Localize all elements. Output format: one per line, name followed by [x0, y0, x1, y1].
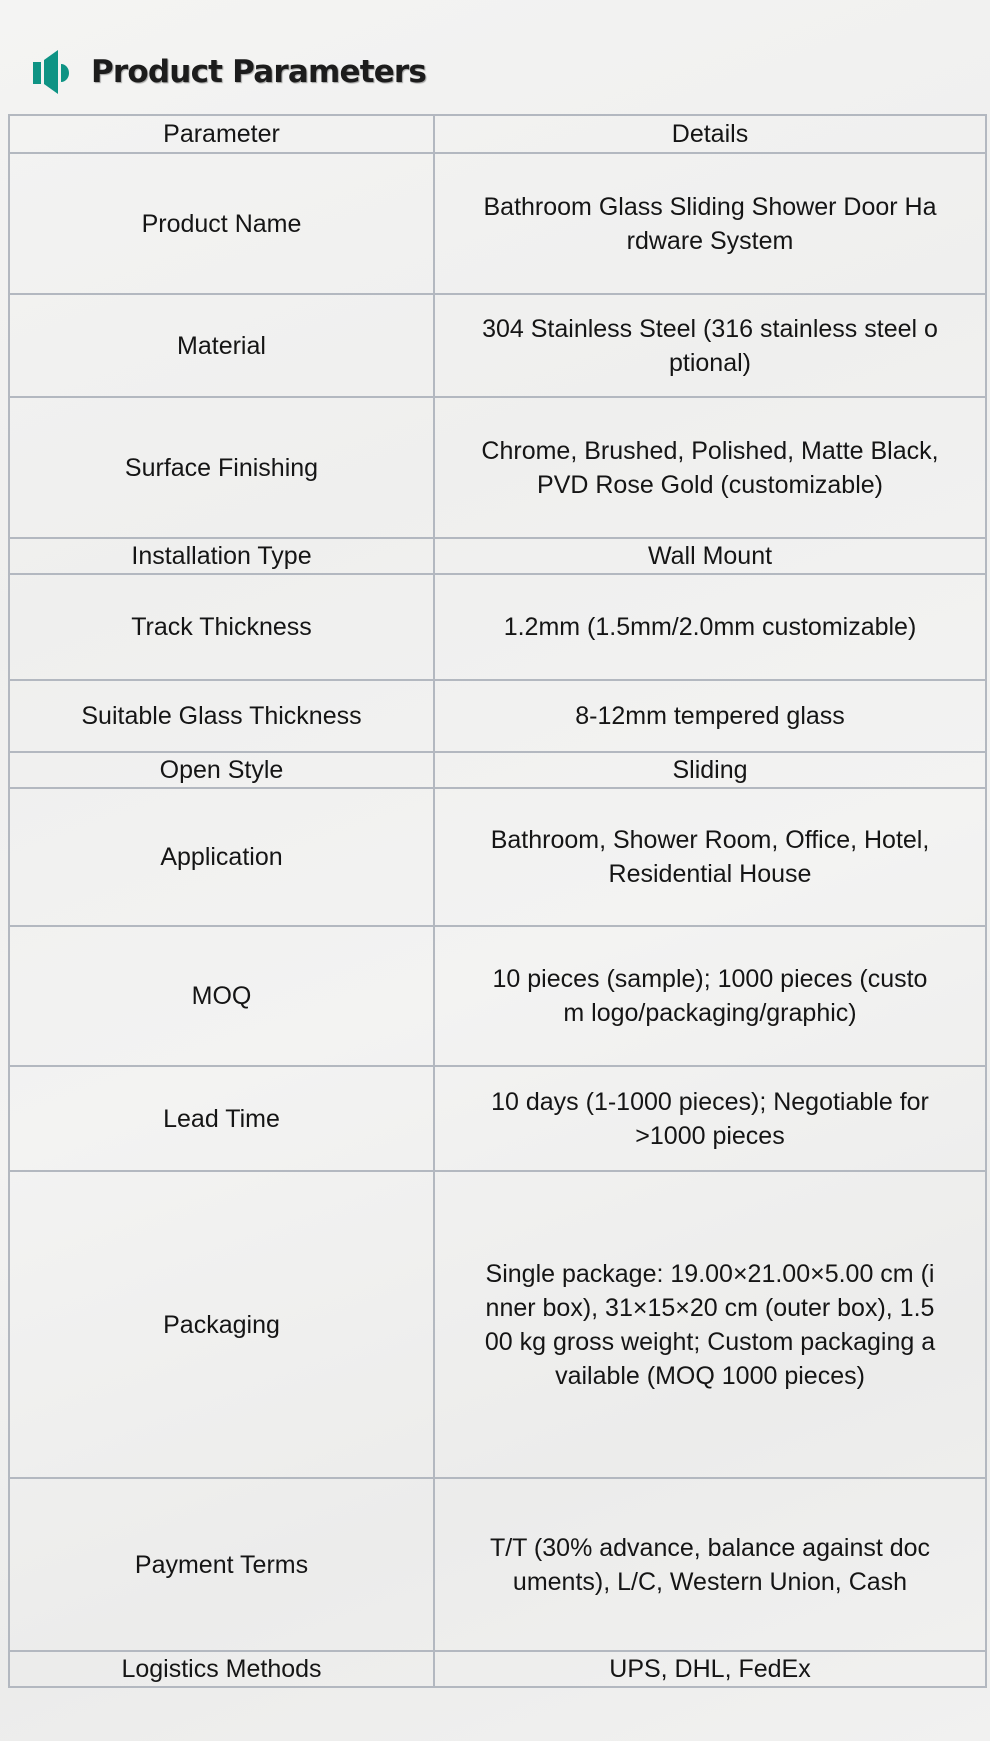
- table-row: [9, 1066, 986, 1171]
- parameter-cell: Material: [9, 294, 434, 397]
- product-parameters-table: [8, 114, 987, 1688]
- table-row: [9, 1478, 986, 1651]
- table-row: [9, 680, 986, 752]
- details-cell: [434, 680, 986, 752]
- table-row: [9, 1171, 986, 1478]
- table-header-row: [9, 115, 986, 153]
- details-line: 10 days (1-1000 pieces); Negotiable for: [491, 1087, 929, 1116]
- details-line: Chrome, Brushed, Polished, Matte Black,: [481, 436, 939, 465]
- details-line: >1000 pieces: [635, 1121, 785, 1150]
- details-line: uments), L/C, Western Union, Cash: [512, 1567, 908, 1596]
- details-line: rdware System: [626, 226, 794, 255]
- column-header-parameter: Parameter: [9, 115, 434, 153]
- details-line: 1.2mm (1.5mm/2.0mm customizable): [503, 613, 917, 641]
- details-line: UPS, DHL, FedEx: [609, 1655, 811, 1683]
- details-cell: [434, 574, 986, 680]
- details-line: Single package: 19.00×21.00×5.00 cm (i: [485, 1259, 935, 1288]
- table-row: [9, 153, 986, 294]
- parameter-cell: Packaging: [9, 1171, 434, 1478]
- details-cell: [434, 397, 986, 538]
- parameter-cell: Track Thickness: [9, 574, 434, 680]
- parameter-cell: Installation Type: [9, 538, 434, 574]
- page-title: Product Parameters: [91, 54, 427, 90]
- details-line: Residential House: [608, 860, 812, 888]
- details-cell: [434, 788, 986, 926]
- parameter-cell: Payment Terms: [9, 1478, 434, 1651]
- details-line: Wall Mount: [647, 542, 773, 570]
- details-line: Bathroom Glass Sliding Shower Door Ha: [483, 192, 937, 221]
- details-cell: [434, 926, 986, 1066]
- details-line: T/T (30% advance, balance against doc: [489, 1533, 931, 1562]
- table-row: [9, 1651, 986, 1687]
- table-row: [9, 538, 986, 574]
- details-cell: [434, 1171, 986, 1478]
- parameter-cell: Open Style: [9, 752, 434, 788]
- parameter-cell: MOQ: [9, 926, 434, 1066]
- details-cell: [434, 1651, 986, 1687]
- details-line: vailable (MOQ 1000 pieces): [555, 1361, 865, 1390]
- details-line: m logo/packaging/graphic): [563, 999, 857, 1027]
- details-cell: [434, 1478, 986, 1651]
- column-header-details: Details: [434, 115, 986, 153]
- table-row: [9, 926, 986, 1066]
- details-line: 8-12mm tempered glass: [575, 702, 845, 730]
- table-row: [9, 574, 986, 680]
- details-line: Bathroom, Shower Room, Office, Hotel,: [490, 826, 930, 854]
- section-header: [33, 48, 426, 96]
- details-line: 00 kg gross weight; Custom packaging a: [484, 1327, 936, 1356]
- parameter-cell: Application: [9, 788, 434, 926]
- details-cell: [434, 294, 986, 397]
- table-row: [9, 752, 986, 788]
- details-line: Sliding: [672, 756, 748, 784]
- parameter-cell: Suitable Glass Thickness: [9, 680, 434, 752]
- details-line: nner box), 31×15×20 cm (outer box), 1.5: [485, 1293, 935, 1322]
- speaker-icon: [33, 50, 71, 94]
- table-row: [9, 788, 986, 926]
- details-cell: [434, 752, 986, 788]
- parameter-cell: Surface Finishing: [9, 397, 434, 538]
- details-cell: [434, 538, 986, 574]
- details-line: ptional): [669, 348, 751, 377]
- table-row: [9, 397, 986, 538]
- details-cell: [434, 153, 986, 294]
- parameter-cell: Product Name: [9, 153, 434, 294]
- details-line: 304 Stainless Steel (316 stainless steel o: [482, 314, 938, 343]
- details-line: 10 pieces (sample); 1000 pieces (custo: [492, 965, 928, 993]
- details-line: PVD Rose Gold (customizable): [537, 470, 883, 499]
- parameter-cell: Logistics Methods: [9, 1651, 434, 1687]
- table-row: [9, 294, 986, 397]
- parameter-cell: Lead Time: [9, 1066, 434, 1171]
- details-cell: [434, 1066, 986, 1171]
